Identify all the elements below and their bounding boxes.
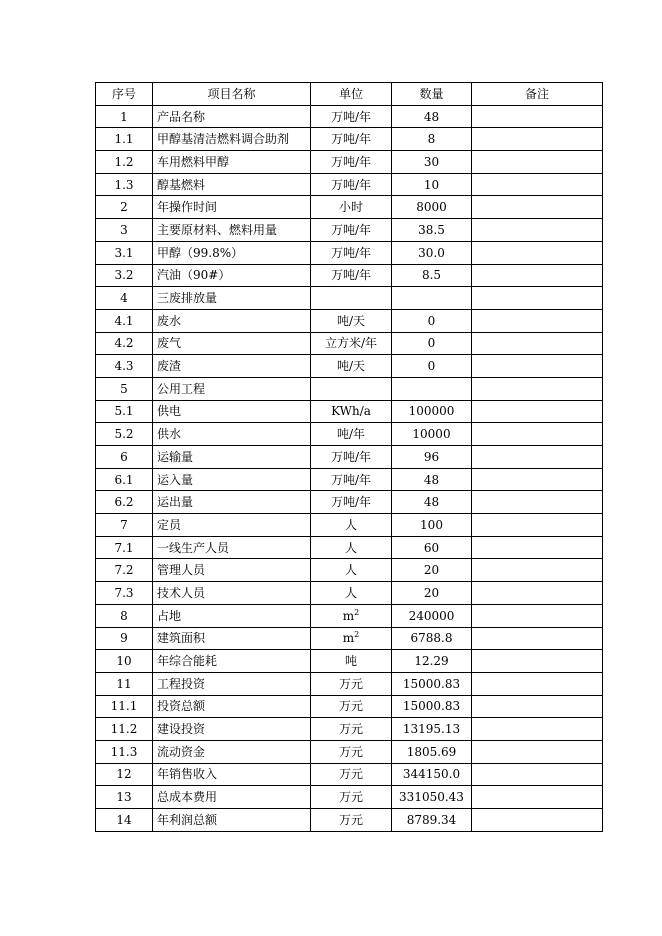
table-row (96, 287, 603, 310)
table-row (96, 446, 603, 469)
cell-serial-number: 6.1 (96, 468, 153, 491)
cell-serial-number: 5.1 (96, 400, 153, 423)
cell-remarks (472, 377, 603, 400)
cell-serial-number: 1 (96, 105, 153, 128)
cell-remarks (472, 514, 603, 537)
cell-quantity: 48 (392, 468, 472, 491)
cell-quantity: 1805.69 (392, 740, 472, 763)
table-row (96, 582, 603, 605)
table-row (96, 650, 603, 673)
cell-quantity (392, 377, 472, 400)
table-body (96, 105, 603, 831)
cell-unit: 万吨/年 (311, 264, 392, 287)
cell-remarks (472, 446, 603, 469)
cell-serial-number: 11.1 (96, 695, 153, 718)
table-row (96, 468, 603, 491)
cell-remarks (472, 219, 603, 242)
cell-item-name: 年操作时间 (153, 196, 311, 219)
cell-unit: 人 (311, 514, 392, 537)
cell-serial-number: 5.2 (96, 423, 153, 446)
cell-remarks (472, 196, 603, 219)
cell-serial-number: 8 (96, 604, 153, 627)
cell-unit: 万吨/年 (311, 105, 392, 128)
cell-serial-number: 3.2 (96, 264, 153, 287)
cell-serial-number: 6 (96, 446, 153, 469)
cell-remarks (472, 695, 603, 718)
table-row (96, 809, 603, 832)
header-serial-number: 序号 (96, 83, 153, 106)
cell-remarks (472, 241, 603, 264)
table-row (96, 355, 603, 378)
cell-remarks (472, 582, 603, 605)
cell-item-name: 公用工程 (153, 377, 311, 400)
cell-item-name: 总成本费用 (153, 786, 311, 809)
cell-quantity: 8.5 (392, 264, 472, 287)
cell-item-name: 运输量 (153, 446, 311, 469)
cell-item-name: 汽油（90#） (153, 264, 311, 287)
cell-serial-number: 4.3 (96, 355, 153, 378)
header-quantity: 数量 (392, 83, 472, 106)
header-unit: 单位 (311, 83, 392, 106)
cell-serial-number: 11 (96, 672, 153, 695)
cell-serial-number: 2 (96, 196, 153, 219)
cell-remarks (472, 173, 603, 196)
cell-unit: 万元 (311, 763, 392, 786)
cell-quantity: 30 (392, 151, 472, 174)
cell-item-name: 定员 (153, 514, 311, 537)
cell-unit: 吨/年 (311, 423, 392, 446)
cell-quantity: 8 (392, 128, 472, 151)
unit-base: m (342, 608, 355, 623)
cell-quantity (392, 287, 472, 310)
cell-quantity: 38.5 (392, 219, 472, 242)
cell-item-name: 供电 (153, 400, 311, 423)
table-header-row (96, 83, 603, 106)
unit-superscript: 2 (354, 630, 360, 640)
table-row (96, 241, 603, 264)
cell-unit: 万元 (311, 740, 392, 763)
cell-remarks (472, 287, 603, 310)
cell-unit: 人 (311, 582, 392, 605)
cell-serial-number: 11.3 (96, 740, 153, 763)
cell-quantity: 8000 (392, 196, 472, 219)
cell-item-name: 投资总额 (153, 695, 311, 718)
cell-quantity: 20 (392, 582, 472, 605)
cell-item-name: 三废排放量 (153, 287, 311, 310)
cell-remarks (472, 786, 603, 809)
header-remarks: 备注 (472, 83, 603, 106)
cell-remarks (472, 650, 603, 673)
cell-quantity: 15000.83 (392, 672, 472, 695)
cell-item-name: 废水 (153, 309, 311, 332)
cell-remarks (472, 423, 603, 446)
cell-unit: 小时 (311, 196, 392, 219)
cell-unit: 吨/天 (311, 355, 392, 378)
cell-serial-number: 7.3 (96, 582, 153, 605)
cell-unit: 万吨/年 (311, 491, 392, 514)
table-row (96, 151, 603, 174)
cell-quantity: 48 (392, 491, 472, 514)
table-row (96, 536, 603, 559)
cell-quantity: 10 (392, 173, 472, 196)
cell-item-name: 一线生产人员 (153, 536, 311, 559)
cell-unit: 人 (311, 559, 392, 582)
cell-unit: 万吨/年 (311, 151, 392, 174)
table-row (96, 264, 603, 287)
cell-unit: 人 (311, 536, 392, 559)
cell-remarks (472, 400, 603, 423)
table-row (96, 740, 603, 763)
table-row (96, 377, 603, 400)
cell-remarks (472, 718, 603, 741)
cell-serial-number: 1.3 (96, 173, 153, 196)
table-row (96, 105, 603, 128)
table-row (96, 219, 603, 242)
cell-unit: 万吨/年 (311, 173, 392, 196)
table-row (96, 491, 603, 514)
cell-unit (311, 287, 392, 310)
cell-quantity: 12.29 (392, 650, 472, 673)
cell-quantity: 0 (392, 355, 472, 378)
cell-item-name: 管理人员 (153, 559, 311, 582)
cell-quantity: 8789.34 (392, 809, 472, 832)
cell-remarks (472, 740, 603, 763)
cell-serial-number: 1.2 (96, 151, 153, 174)
cell-item-name: 流动资金 (153, 740, 311, 763)
project-summary-table (95, 82, 603, 832)
cell-unit: 万吨/年 (311, 468, 392, 491)
cell-item-name: 占地 (153, 604, 311, 627)
cell-unit: 万吨/年 (311, 446, 392, 469)
table-row (96, 173, 603, 196)
cell-remarks (472, 536, 603, 559)
cell-quantity: 100000 (392, 400, 472, 423)
cell-quantity: 10000 (392, 423, 472, 446)
cell-remarks (472, 332, 603, 355)
cell-serial-number: 11.2 (96, 718, 153, 741)
cell-serial-number: 3.1 (96, 241, 153, 264)
table-row (96, 695, 603, 718)
cell-remarks (472, 355, 603, 378)
cell-serial-number: 9 (96, 627, 153, 650)
cell-unit: 万元 (311, 672, 392, 695)
cell-remarks (472, 809, 603, 832)
cell-serial-number: 1.1 (96, 128, 153, 151)
cell-remarks (472, 309, 603, 332)
table-row (96, 718, 603, 741)
cell-item-name: 甲醇（99.8%） (153, 241, 311, 264)
cell-item-name: 年利润总额 (153, 809, 311, 832)
cell-unit: 万吨/年 (311, 241, 392, 264)
cell-serial-number: 4.1 (96, 309, 153, 332)
cell-quantity: 30.0 (392, 241, 472, 264)
cell-quantity: 20 (392, 559, 472, 582)
cell-item-name: 废渣 (153, 355, 311, 378)
table-row (96, 196, 603, 219)
cell-remarks (472, 627, 603, 650)
table-row (96, 786, 603, 809)
cell-unit: 吨 (311, 650, 392, 673)
cell-quantity: 6788.8 (392, 627, 472, 650)
cell-unit (311, 627, 392, 650)
cell-unit: 万元 (311, 786, 392, 809)
cell-serial-number: 5 (96, 377, 153, 400)
cell-item-name: 技术人员 (153, 582, 311, 605)
cell-serial-number: 4.2 (96, 332, 153, 355)
cell-remarks (472, 468, 603, 491)
cell-serial-number: 6.2 (96, 491, 153, 514)
table-row (96, 627, 603, 650)
cell-serial-number: 12 (96, 763, 153, 786)
cell-quantity: 60 (392, 536, 472, 559)
cell-unit: KWh/a (311, 400, 392, 423)
unit-base: m (342, 631, 355, 646)
cell-item-name: 建筑面积 (153, 627, 311, 650)
cell-quantity: 48 (392, 105, 472, 128)
table-row (96, 400, 603, 423)
cell-quantity: 0 (392, 309, 472, 332)
cell-serial-number: 14 (96, 809, 153, 832)
cell-quantity: 100 (392, 514, 472, 537)
cell-unit (311, 604, 392, 627)
cell-unit: 万元 (311, 695, 392, 718)
cell-serial-number: 4 (96, 287, 153, 310)
cell-item-name: 建设投资 (153, 718, 311, 741)
cell-remarks (472, 128, 603, 151)
cell-quantity: 331050.43 (392, 786, 472, 809)
cell-unit: 立方米/年 (311, 332, 392, 355)
cell-quantity: 15000.83 (392, 695, 472, 718)
table-row (96, 128, 603, 151)
cell-quantity: 344150.0 (392, 763, 472, 786)
cell-unit: 万元 (311, 718, 392, 741)
cell-quantity: 240000 (392, 604, 472, 627)
table-row (96, 672, 603, 695)
cell-item-name: 车用燃料甲醇 (153, 151, 311, 174)
cell-serial-number: 10 (96, 650, 153, 673)
cell-remarks (472, 763, 603, 786)
cell-remarks (472, 264, 603, 287)
cell-remarks (472, 672, 603, 695)
table-row (96, 423, 603, 446)
cell-serial-number: 7.1 (96, 536, 153, 559)
table-row (96, 332, 603, 355)
cell-serial-number: 3 (96, 219, 153, 242)
cell-item-name: 年销售收入 (153, 763, 311, 786)
cell-item-name: 供水 (153, 423, 311, 446)
cell-remarks (472, 491, 603, 514)
table-row (96, 514, 603, 537)
cell-item-name: 运出量 (153, 491, 311, 514)
cell-quantity: 96 (392, 446, 472, 469)
table-row (96, 559, 603, 582)
cell-serial-number: 7.2 (96, 559, 153, 582)
cell-unit (311, 377, 392, 400)
cell-item-name: 年综合能耗 (153, 650, 311, 673)
cell-serial-number: 13 (96, 786, 153, 809)
cell-unit: 万吨/年 (311, 128, 392, 151)
table-row (96, 604, 603, 627)
cell-unit: 万吨/年 (311, 219, 392, 242)
cell-item-name: 运入量 (153, 468, 311, 491)
cell-item-name: 废气 (153, 332, 311, 355)
cell-quantity: 0 (392, 332, 472, 355)
cell-remarks (472, 151, 603, 174)
cell-serial-number: 7 (96, 514, 153, 537)
table-row (96, 763, 603, 786)
cell-item-name: 主要原材料、燃料用量 (153, 219, 311, 242)
cell-item-name: 甲醇基清洁燃料调合助剂 (153, 128, 311, 151)
cell-unit: 万元 (311, 809, 392, 832)
cell-quantity: 13195.13 (392, 718, 472, 741)
cell-remarks (472, 604, 603, 627)
cell-item-name: 产品名称 (153, 105, 311, 128)
cell-item-name: 醇基燃料 (153, 173, 311, 196)
table-row (96, 309, 603, 332)
cell-unit: 吨/天 (311, 309, 392, 332)
header-item-name: 项目名称 (153, 83, 311, 106)
cell-remarks (472, 105, 603, 128)
cell-remarks (472, 559, 603, 582)
unit-superscript: 2 (354, 607, 360, 617)
cell-item-name: 工程投资 (153, 672, 311, 695)
